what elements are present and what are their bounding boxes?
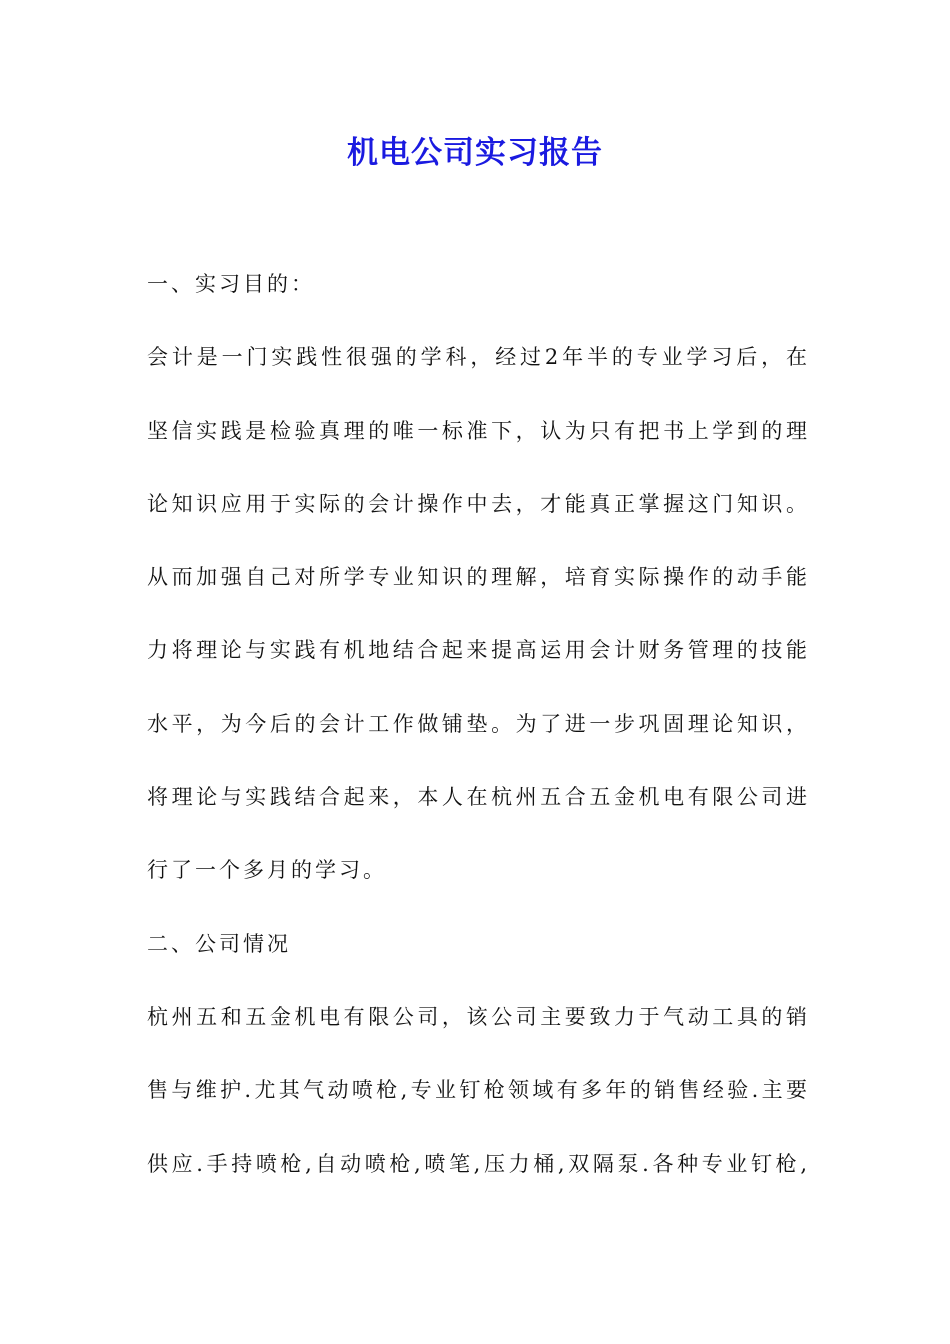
document-title: 机电公司实习报告 — [347, 135, 603, 171]
paragraph-line: 论知识应用于实际的会计操作中去，才能真正掌握这门知识。 — [147, 491, 807, 516]
paragraph-line: 杭州五和五金机电有限公司，该公司主要致力于气动工具的销 — [147, 1004, 807, 1029]
paragraph-line: 力将理论与实践有机地结合起来提高运用会计财务管理的技能 — [147, 638, 807, 663]
paragraph-line: 供应.手持喷枪,自动喷枪,喷笔,压力桶,双隔泵.各种专业钉枪, — [147, 1151, 807, 1176]
paragraph-line: 会计是一门实践性很强的学科，经过2年半的专业学习后，在 — [147, 345, 807, 370]
document-body — [147, 261, 807, 1214]
paragraph-line: 坚信实践是检验真理的唯一标准下，认为只有把书上学到的理 — [147, 418, 807, 443]
section-heading-purpose: 一、实习目的： — [147, 272, 315, 296]
paragraph-line: 从而加强自己对所学专业知识的理解，培育实际操作的动手能 — [147, 565, 807, 590]
section-heading-company: 二、公司情况 — [147, 931, 291, 956]
paragraph-line: 售与维护.尤其气动喷枪,专业钉枪领域有多年的销售经验.主要 — [147, 1078, 807, 1103]
paragraph-line: 水平，为今后的会计工作做铺垫。为了进一步巩固理论知识， — [147, 711, 807, 736]
paragraph-line: 行了一个多月的学习。 — [147, 858, 387, 883]
paragraph-line: 将理论与实践结合起来，本人在杭州五合五金机电有限公司进 — [147, 785, 807, 810]
